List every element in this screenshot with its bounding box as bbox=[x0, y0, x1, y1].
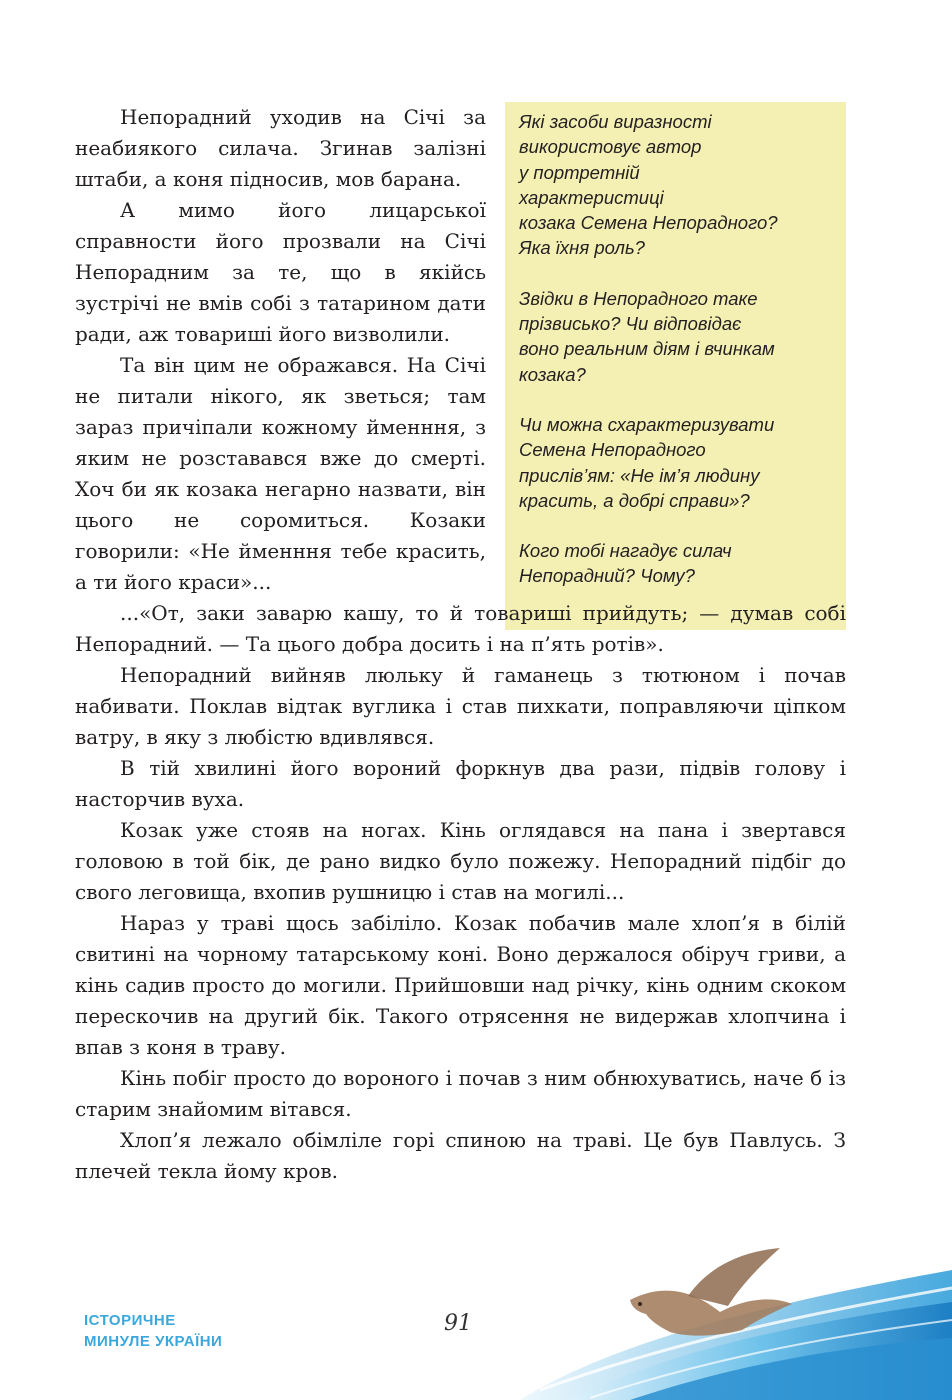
story-text bbox=[75, 102, 846, 1187]
question-1: Які засоби виразності використовує автор у портретній характеристиці козака Семена Непорадного? Яка їхня роль? bbox=[519, 111, 778, 259]
question-2: Звідки в Непорадного таке прізвисько? Чи відповідає воно реальним діям і вчинкам козака? bbox=[519, 287, 775, 385]
paragraph: Та він цим не ображався. На Січі не питали нікого, як зветься; там зараз причіпали кожному йменння, з яким не розставався вже до смерті. Хоч би як козака негарно назвати, він цього не соромиться. Козаки говорили: «Не йменння тебе красить, а ти його краси»... bbox=[75, 353, 486, 594]
section-label bbox=[84, 1310, 222, 1352]
paragraph: А мимо його лицарської справности його прозвали на Січі Непорадним за те, що в якійсь зустрічі не вмів собі з татарином дати ради, аж товариші його визволили. bbox=[75, 198, 486, 346]
paragraph: ...«От, заки заварю кашу, то й товариші прийдуть; — думав собі Непорадний. — Та цього добра досить і на п’ять ротів». bbox=[75, 601, 846, 656]
paragraph: Кінь побіг просто до вороного і почав з ним обнюхуватись, наче б із старим знайомим вітався. bbox=[75, 1066, 846, 1121]
bird-wave-illustration bbox=[480, 1240, 952, 1400]
paragraph: Непорадний уходив на Січі за неабиякого силача. Згинав залізні штаби, а коня підносив, мов барана. bbox=[75, 105, 486, 191]
paragraph: Козак уже стояв на ногах. Кінь оглядався на пана і звертався головою в той бік, де рано видко було пожежу. Непорадний підбіг до свого леговища, вхопив рушницю і став на могилі... bbox=[75, 818, 846, 904]
section-label-line1: ІСТОРИЧНЕ bbox=[84, 1312, 176, 1329]
question-3: Чи можна схарактеризувати Семена Непорадного прислів’ям: «Не ім’я людину красить, а добрі справи»? bbox=[519, 413, 775, 511]
paragraph: В тій хвилині його вороний форкнув два рази, підвів голову і насторчив вуха. bbox=[75, 756, 846, 811]
section-label-line2: МИНУЛЕ УКРАЇНИ bbox=[84, 1333, 223, 1350]
question-4: Кого тобі нагадує силач Непорадний? Чому? bbox=[519, 540, 732, 587]
page-number: 91 bbox=[444, 1311, 472, 1336]
paragraph: Хлоп’я лежало обімліле горі спиною на траві. Це був Павлусь. З плечей текла йому кров. bbox=[75, 1128, 846, 1183]
paragraph: Нараз у траві щось забіліло. Козак побачив мале хлоп’я в білій свитині на чорному татарському коні. Воно держалося обіруч гриви, а кінь садив просто до могили. Прийшовши над річку, кінь одним скоком перескочив на другий бік. Такого отрясення не видержав хлопчина і впав з коня в траву. bbox=[75, 911, 846, 1059]
paragraph: Непорадний вийняв люльку й гаманець з тютюном і почав набивати. Поклав відтак вуглика і став пихкати, поправляючи ціпком ватру, в яку з любістю вдивлявся. bbox=[75, 663, 846, 749]
